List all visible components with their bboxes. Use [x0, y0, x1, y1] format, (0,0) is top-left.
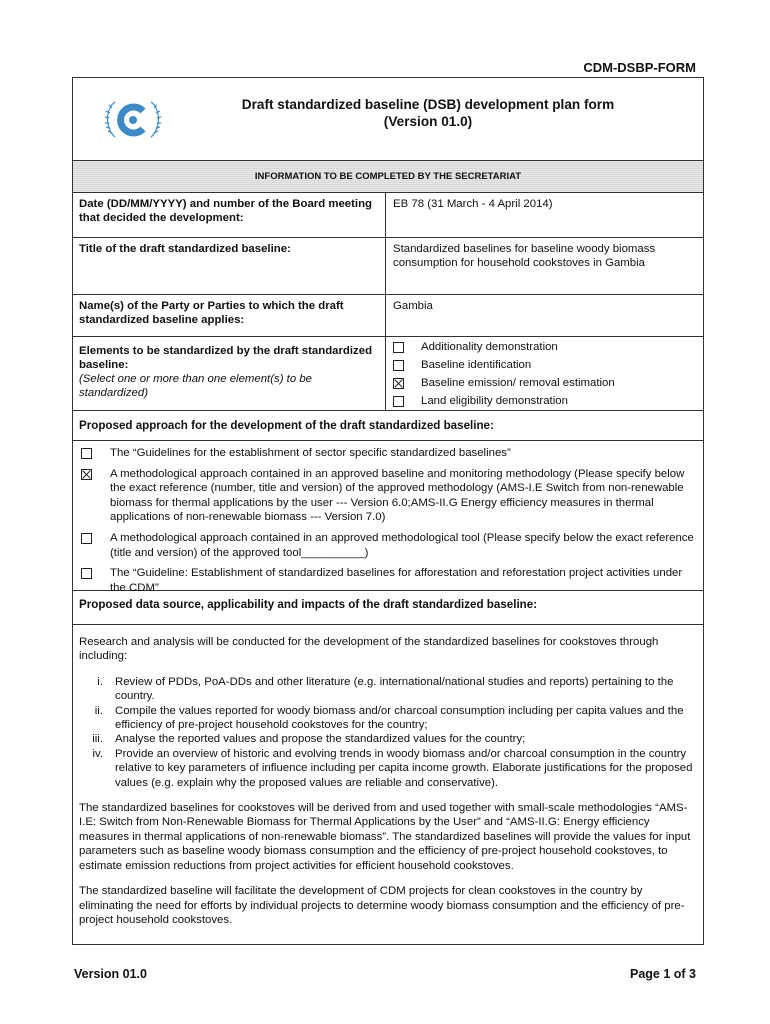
- element-option-label: Baseline emission/ removal estimation: [421, 377, 615, 389]
- field-value: EB 78 (31 March - 4 April 2014): [393, 198, 553, 210]
- field-value: Standardized baselines for baseline woody biomass consumption for household cookstoves in Gambia: [393, 243, 656, 269]
- approach-option[interactable]: [79, 446, 697, 461]
- approach-option[interactable]: [79, 531, 697, 560]
- field-label: Name(s) of the Party or Parties to which the draft standardized baseline applies:: [73, 295, 386, 336]
- approach-option[interactable]: [79, 467, 697, 525]
- list-item: [79, 732, 697, 746]
- form-title-line1: Draft standardized baseline (DSB) development plan form: [241, 97, 615, 112]
- list-item-text: Provide an overview of historic and evolving trends in woody biomass and/or charcoal consumption in the country relative to key parameters of influence including per capita income growth. Elaborate justifications for the proposed values (e.g. explain why the proposed values are reliable and conservative).: [115, 747, 693, 789]
- list-item: [79, 747, 697, 790]
- element-option[interactable]: [393, 356, 697, 374]
- form-title: [173, 96, 683, 130]
- elements-options: [386, 337, 703, 410]
- list-item-number: ii.: [94, 704, 103, 717]
- secretariat-heading: INFORMATION TO BE COMPLETED BY THE SECRETARIAT: [73, 161, 703, 193]
- element-checkbox[interactable]: [393, 342, 404, 353]
- data-source-paragraph: The standardized baseline will facilitate the development of CDM projects for clean cookstoves in the country by eliminating the need for efforts by individual projects to determine woody biomass consumption and the efficiency of pre-project household cookstoves.: [79, 885, 685, 926]
- element-option[interactable]: [393, 338, 697, 356]
- element-option[interactable]: [393, 392, 697, 410]
- field-value: Gambia: [393, 300, 433, 312]
- list-item-number: iii.: [92, 733, 103, 746]
- elements-row: [73, 337, 703, 411]
- field-label: Title of the draft standardized baseline:: [73, 238, 386, 294]
- approach-checkbox-checked[interactable]: [81, 469, 92, 480]
- approach-option-text: The “Guidelines for the establishment of sector specific standardized baselines”: [110, 447, 511, 459]
- approach-option-text: The “Guideline: Establishment of standardized baselines for afforestation and reforestation project activities under the CDM”: [110, 567, 683, 594]
- field-label: Date (DD/MM/YYYY) and number of the Board meeting that decided the development:: [73, 193, 386, 237]
- element-option-label: Additionality demonstration: [421, 341, 558, 353]
- field-row-party: [73, 295, 703, 337]
- element-checkbox-checked[interactable]: [393, 378, 404, 389]
- data-source-intro: Research and analysis will be conducted for the development of the standardized baselines for cookstoves through including:: [79, 636, 659, 663]
- elements-note: (Select one or more than one element(s) to be standardized): [79, 373, 313, 399]
- data-source-list: [79, 675, 697, 790]
- elements-label: Elements to be standardized by the draft standardized baseline:: [79, 345, 373, 371]
- approach-checkbox[interactable]: [81, 448, 92, 459]
- data-source-body: [73, 625, 703, 927]
- elements-label-cell: [73, 337, 386, 410]
- approach-option[interactable]: [79, 566, 697, 595]
- approach-option-text: A methodological approach contained in an approved methodological tool (Please specify below the exact reference (title and version) of the approved tool__________): [110, 531, 694, 559]
- field-row-date: [73, 193, 703, 238]
- element-option-label: Land eligibility demonstration: [421, 395, 568, 407]
- list-item-number: iv.: [92, 747, 103, 760]
- approach-option-text: A methodological approach contained in an approved baseline and monitoring methodology (Please specify below the exact reference (number, title and version) of the approved methodology (AMS-I.E Switch from non-renewable biomass for thermal applications by the user --- Version 6.0;AMS-II.G Energy efficiency measures in thermal applications of non-renewable biomass --- Version 7.0): [110, 467, 685, 524]
- list-item-text: Analyse the reported values and propose the standardized values for the country;: [115, 733, 526, 746]
- list-item: [79, 675, 697, 704]
- form-frame: [72, 77, 704, 945]
- list-item-number: i.: [97, 675, 103, 688]
- footer-version: Version 01.0: [74, 967, 147, 981]
- approach-checkbox[interactable]: [81, 533, 92, 544]
- element-checkbox[interactable]: [393, 396, 404, 407]
- field-row-title: [73, 238, 703, 295]
- form-code: CDM-DSBP-FORM: [583, 60, 696, 75]
- element-option-label: Baseline identification: [421, 359, 532, 371]
- data-source-paragraph: The standardized baselines for cookstoves will be derived from and used together with small-scale methodologies “AMS-I.E: Switch from Non-Renewable Biomass for Thermal Applications by the User” and “AMS-II.G: Energy efficiency measures in thermal applications of non-renewable biomass”. The standardized baselines will provide the values for input parameters such as baseline woody biomass consumption and the efficiency of pre-project household cookstoves, to estimate emission reductions from project activities for efficient household cookstoves.: [79, 802, 691, 872]
- list-item-text: Review of PDDs, PoA-DDs and other literature (e.g. international/national studies and reports) pertaining to the country.: [115, 675, 674, 703]
- form-title-line2: (Version 01.0): [383, 114, 473, 129]
- element-checkbox[interactable]: [393, 360, 404, 371]
- element-option[interactable]: [393, 374, 697, 392]
- form-header: [73, 78, 703, 161]
- approach-checkbox[interactable]: [81, 568, 92, 579]
- list-item: [79, 704, 697, 733]
- footer-page-number: Page 1 of 3: [630, 967, 696, 981]
- approach-heading: Proposed approach for the development of the draft standardized baseline:: [73, 411, 703, 441]
- list-item-text: Compile the values reported for woody biomass and/or charcoal consumption including per capita values and the efficiency of pre-project household cookstoves for the country;: [115, 704, 684, 732]
- approach-options: [73, 441, 703, 594]
- data-source-heading: Proposed data source, applicability and impacts of the draft standardized baseline:: [73, 591, 703, 625]
- unfccc-logo-icon: [101, 95, 165, 145]
